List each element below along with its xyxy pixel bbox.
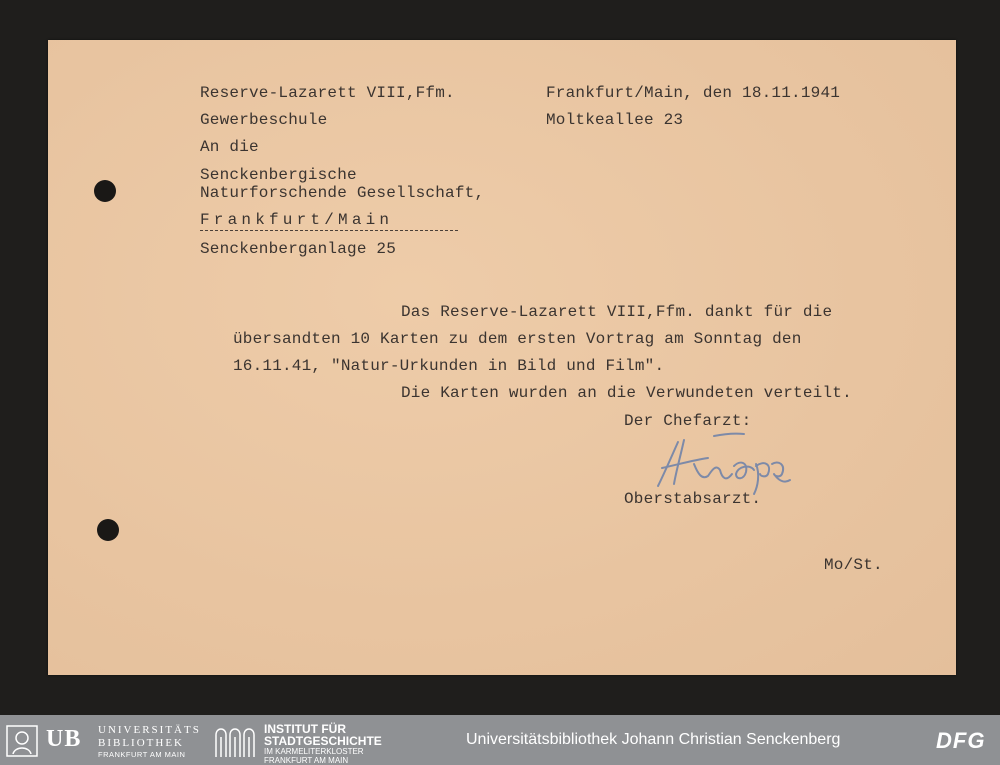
- institute-building-icon: [212, 723, 256, 759]
- ub-logo-line1: UNIVERSITÄTS: [98, 724, 201, 736]
- recipient-name-line1: Senckenbergische: [200, 166, 357, 184]
- institute-line2: STADTGESCHICHTE: [264, 734, 382, 748]
- punch-hole-top: [94, 180, 116, 202]
- ub-logo-line3: FRANKFURT AM MAIN: [98, 750, 186, 759]
- sender-street: Moltkeallee 23: [546, 111, 684, 129]
- ub-logo-line2: BIBLIOTHEK: [98, 737, 184, 749]
- university-seal-icon: [6, 725, 38, 757]
- library-name: Universitätsbibliothek Johann Christian Senckenberg: [466, 731, 841, 748]
- body-line-1: Das Reserve-Lazarett VIII,Ffm. dankt für die: [401, 303, 833, 321]
- recipient-city-underline: [200, 230, 458, 231]
- reference-code: Mo/St.: [824, 556, 883, 574]
- body-line-4: Die Karten wurden an die Verwundeten verteilt.: [401, 384, 852, 402]
- recipient-prefix: An die: [200, 138, 259, 156]
- body-line-2: übersandten 10 Karten zu dem ersten Vortrag am Sonntag den: [233, 330, 802, 348]
- recipient-street: Senckenberganlage 25: [200, 240, 397, 258]
- institute-line1: INSTITUT FÜR: [264, 722, 346, 736]
- body-line-3: 16.11.41, "Natur-Urkunden in Bild und Film".: [233, 357, 665, 375]
- recipient-name-line2: Naturforschende Gesellschaft,: [200, 184, 485, 202]
- institute-line3: IM KARMELITERKLOSTER: [264, 747, 364, 756]
- dfg-logo: DFG: [936, 728, 986, 753]
- ub-logo-text: UB: [46, 726, 82, 752]
- signatory-title: Oberstabsarzt.: [624, 490, 762, 508]
- recipient-city: Frankfurt/Main: [200, 211, 394, 229]
- closing: Der Chefarzt:: [624, 412, 752, 430]
- sender-name: Reserve-Lazarett VIII,Ffm.: [200, 84, 455, 102]
- footer-bar: [0, 715, 1000, 765]
- sender-location: Gewerbeschule: [200, 111, 328, 129]
- punch-hole-bottom: [97, 519, 119, 541]
- place-date: Frankfurt/Main, den 18.11.1941: [546, 84, 841, 102]
- institute-line4: FRANKFURT AM MAIN: [264, 756, 349, 765]
